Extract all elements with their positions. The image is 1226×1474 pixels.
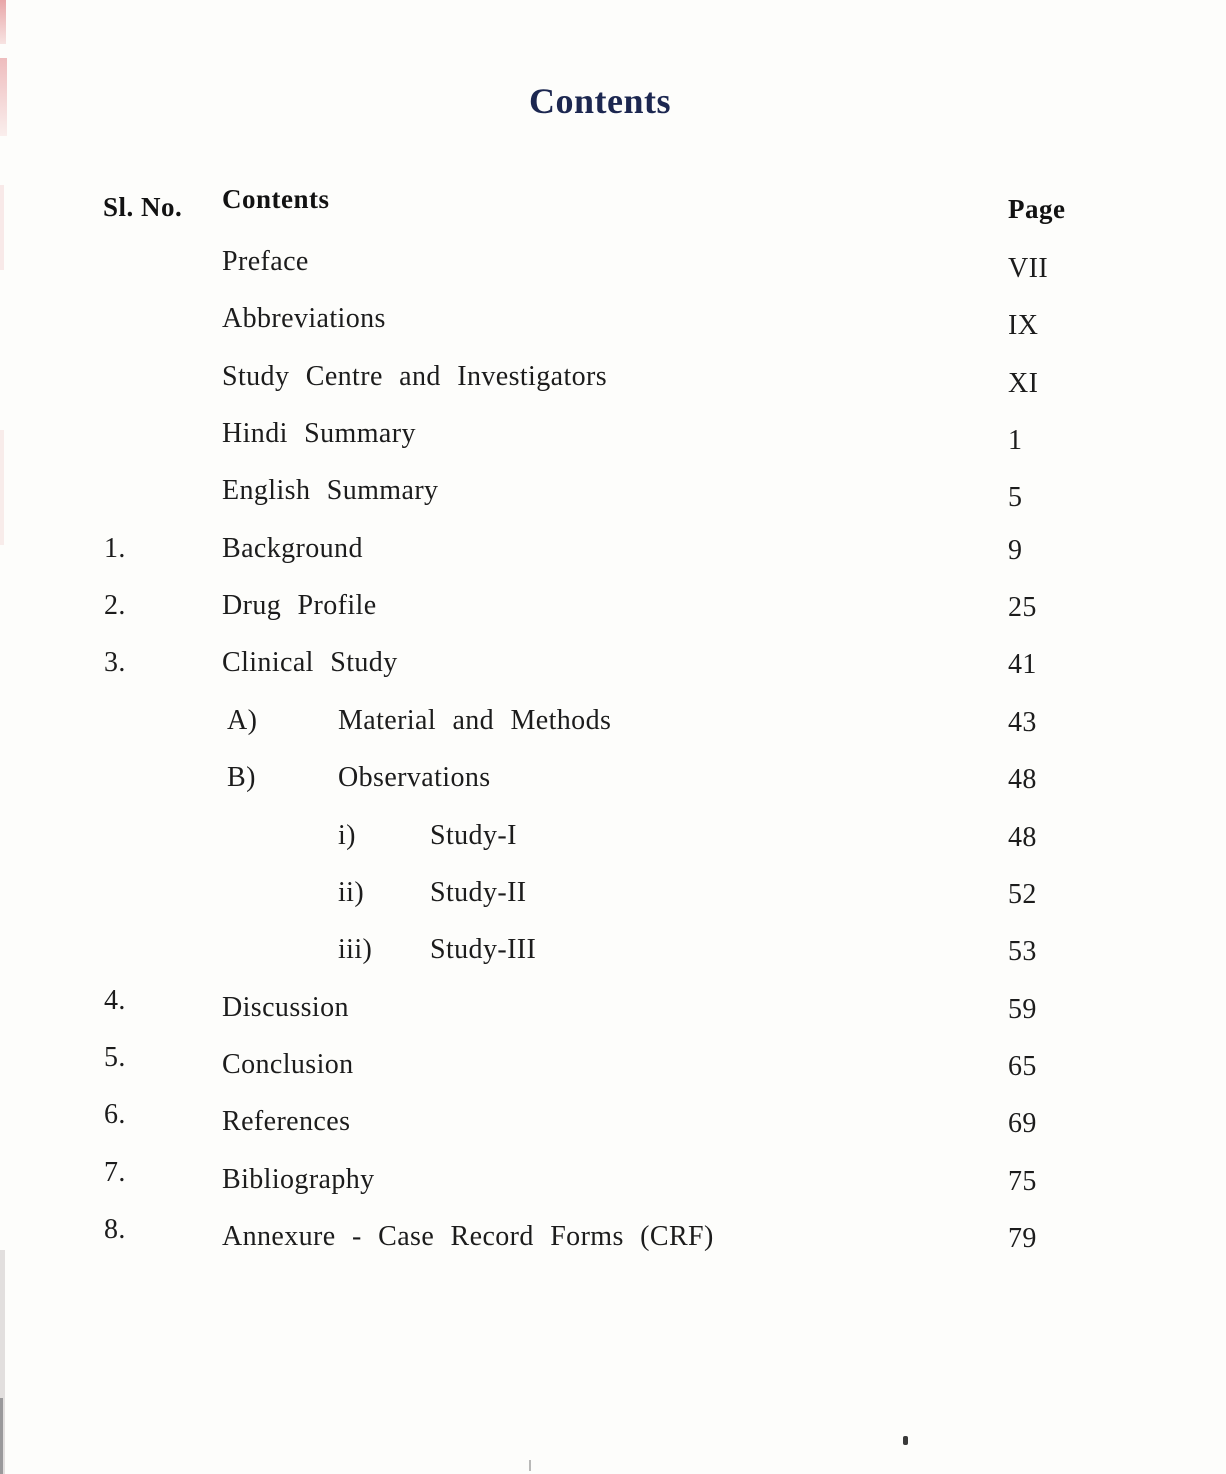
row-prefix: ii) <box>338 877 365 908</box>
toc-row <box>0 1157 1226 1206</box>
row-serial: 6. <box>104 1099 126 1130</box>
row-page: 48 <box>1008 822 1037 853</box>
toc-row <box>0 303 1226 345</box>
row-prefix: i) <box>338 820 356 851</box>
toc-row <box>0 361 1226 403</box>
column-header-contents: Contents <box>222 184 330 214</box>
row-page: 5 <box>1008 482 1023 513</box>
row-page: 65 <box>1008 1051 1037 1082</box>
row-label: Study-II <box>430 877 527 908</box>
row-label: Abbreviations <box>222 303 386 334</box>
row-page: 59 <box>1008 994 1037 1025</box>
row-page: 25 <box>1008 592 1037 623</box>
row-serial: 3. <box>104 647 126 678</box>
toc-row <box>0 1042 1226 1091</box>
row-label: Discussion <box>222 992 349 1023</box>
row-page: IX <box>1008 310 1039 341</box>
row-label: Observations <box>338 762 491 793</box>
row-page: XI <box>1008 368 1039 399</box>
row-label: Drug Profile <box>222 590 377 621</box>
toc-row <box>0 985 1226 1034</box>
toc-row <box>0 246 1226 288</box>
row-label: Study-III <box>430 934 537 965</box>
row-label: References <box>222 1106 351 1137</box>
row-prefix: iii) <box>338 934 373 965</box>
row-label: Conclusion <box>222 1049 354 1080</box>
row-page: 69 <box>1008 1108 1037 1139</box>
row-serial: 5. <box>104 1042 126 1073</box>
row-label: Study Centre and Investigators <box>222 361 608 392</box>
toc-row <box>0 1099 1226 1148</box>
row-page: VII <box>1008 253 1049 284</box>
column-header-page: Page <box>1008 194 1066 224</box>
row-label: Material and Methods <box>338 705 612 736</box>
row-page: 75 <box>1008 1166 1037 1197</box>
row-serial: 1. <box>104 533 126 564</box>
toc-row <box>0 647 1226 689</box>
toc-row <box>0 1214 1226 1263</box>
toc-row <box>0 820 1226 862</box>
toc-row <box>0 934 1226 976</box>
row-label: Preface <box>222 246 309 277</box>
row-label: Hindi Summary <box>222 418 416 449</box>
toc-row <box>0 533 1226 575</box>
row-prefix: A) <box>227 705 258 736</box>
row-page: 41 <box>1008 649 1037 680</box>
row-serial: 8. <box>104 1214 126 1245</box>
column-header-sl-no: Sl. No. <box>103 192 183 222</box>
toc-row <box>0 590 1226 632</box>
row-label: Background <box>222 533 363 564</box>
row-label: Clinical Study <box>222 647 398 678</box>
toc-row <box>0 762 1226 804</box>
row-page: 43 <box>1008 707 1037 738</box>
row-page: 9 <box>1008 535 1023 566</box>
row-page: 1 <box>1008 425 1023 456</box>
row-label: Annexure - Case Record Forms (CRF) <box>222 1221 714 1252</box>
row-page: 52 <box>1008 879 1037 910</box>
toc-row <box>0 475 1226 517</box>
row-prefix: B) <box>227 762 256 793</box>
row-label: Bibliography <box>222 1164 375 1195</box>
toc-row <box>0 877 1226 919</box>
page-title: Contents <box>528 81 671 121</box>
row-page: 79 <box>1008 1223 1037 1254</box>
row-label: Study-I <box>430 820 517 851</box>
row-serial: 4. <box>104 985 126 1016</box>
toc-row <box>0 418 1226 460</box>
row-page: 53 <box>1008 936 1037 967</box>
row-serial: 2. <box>104 590 126 621</box>
row-label: English Summary <box>222 475 439 506</box>
toc-row <box>0 705 1226 747</box>
row-page: 48 <box>1008 764 1037 795</box>
row-serial: 7. <box>104 1157 126 1188</box>
